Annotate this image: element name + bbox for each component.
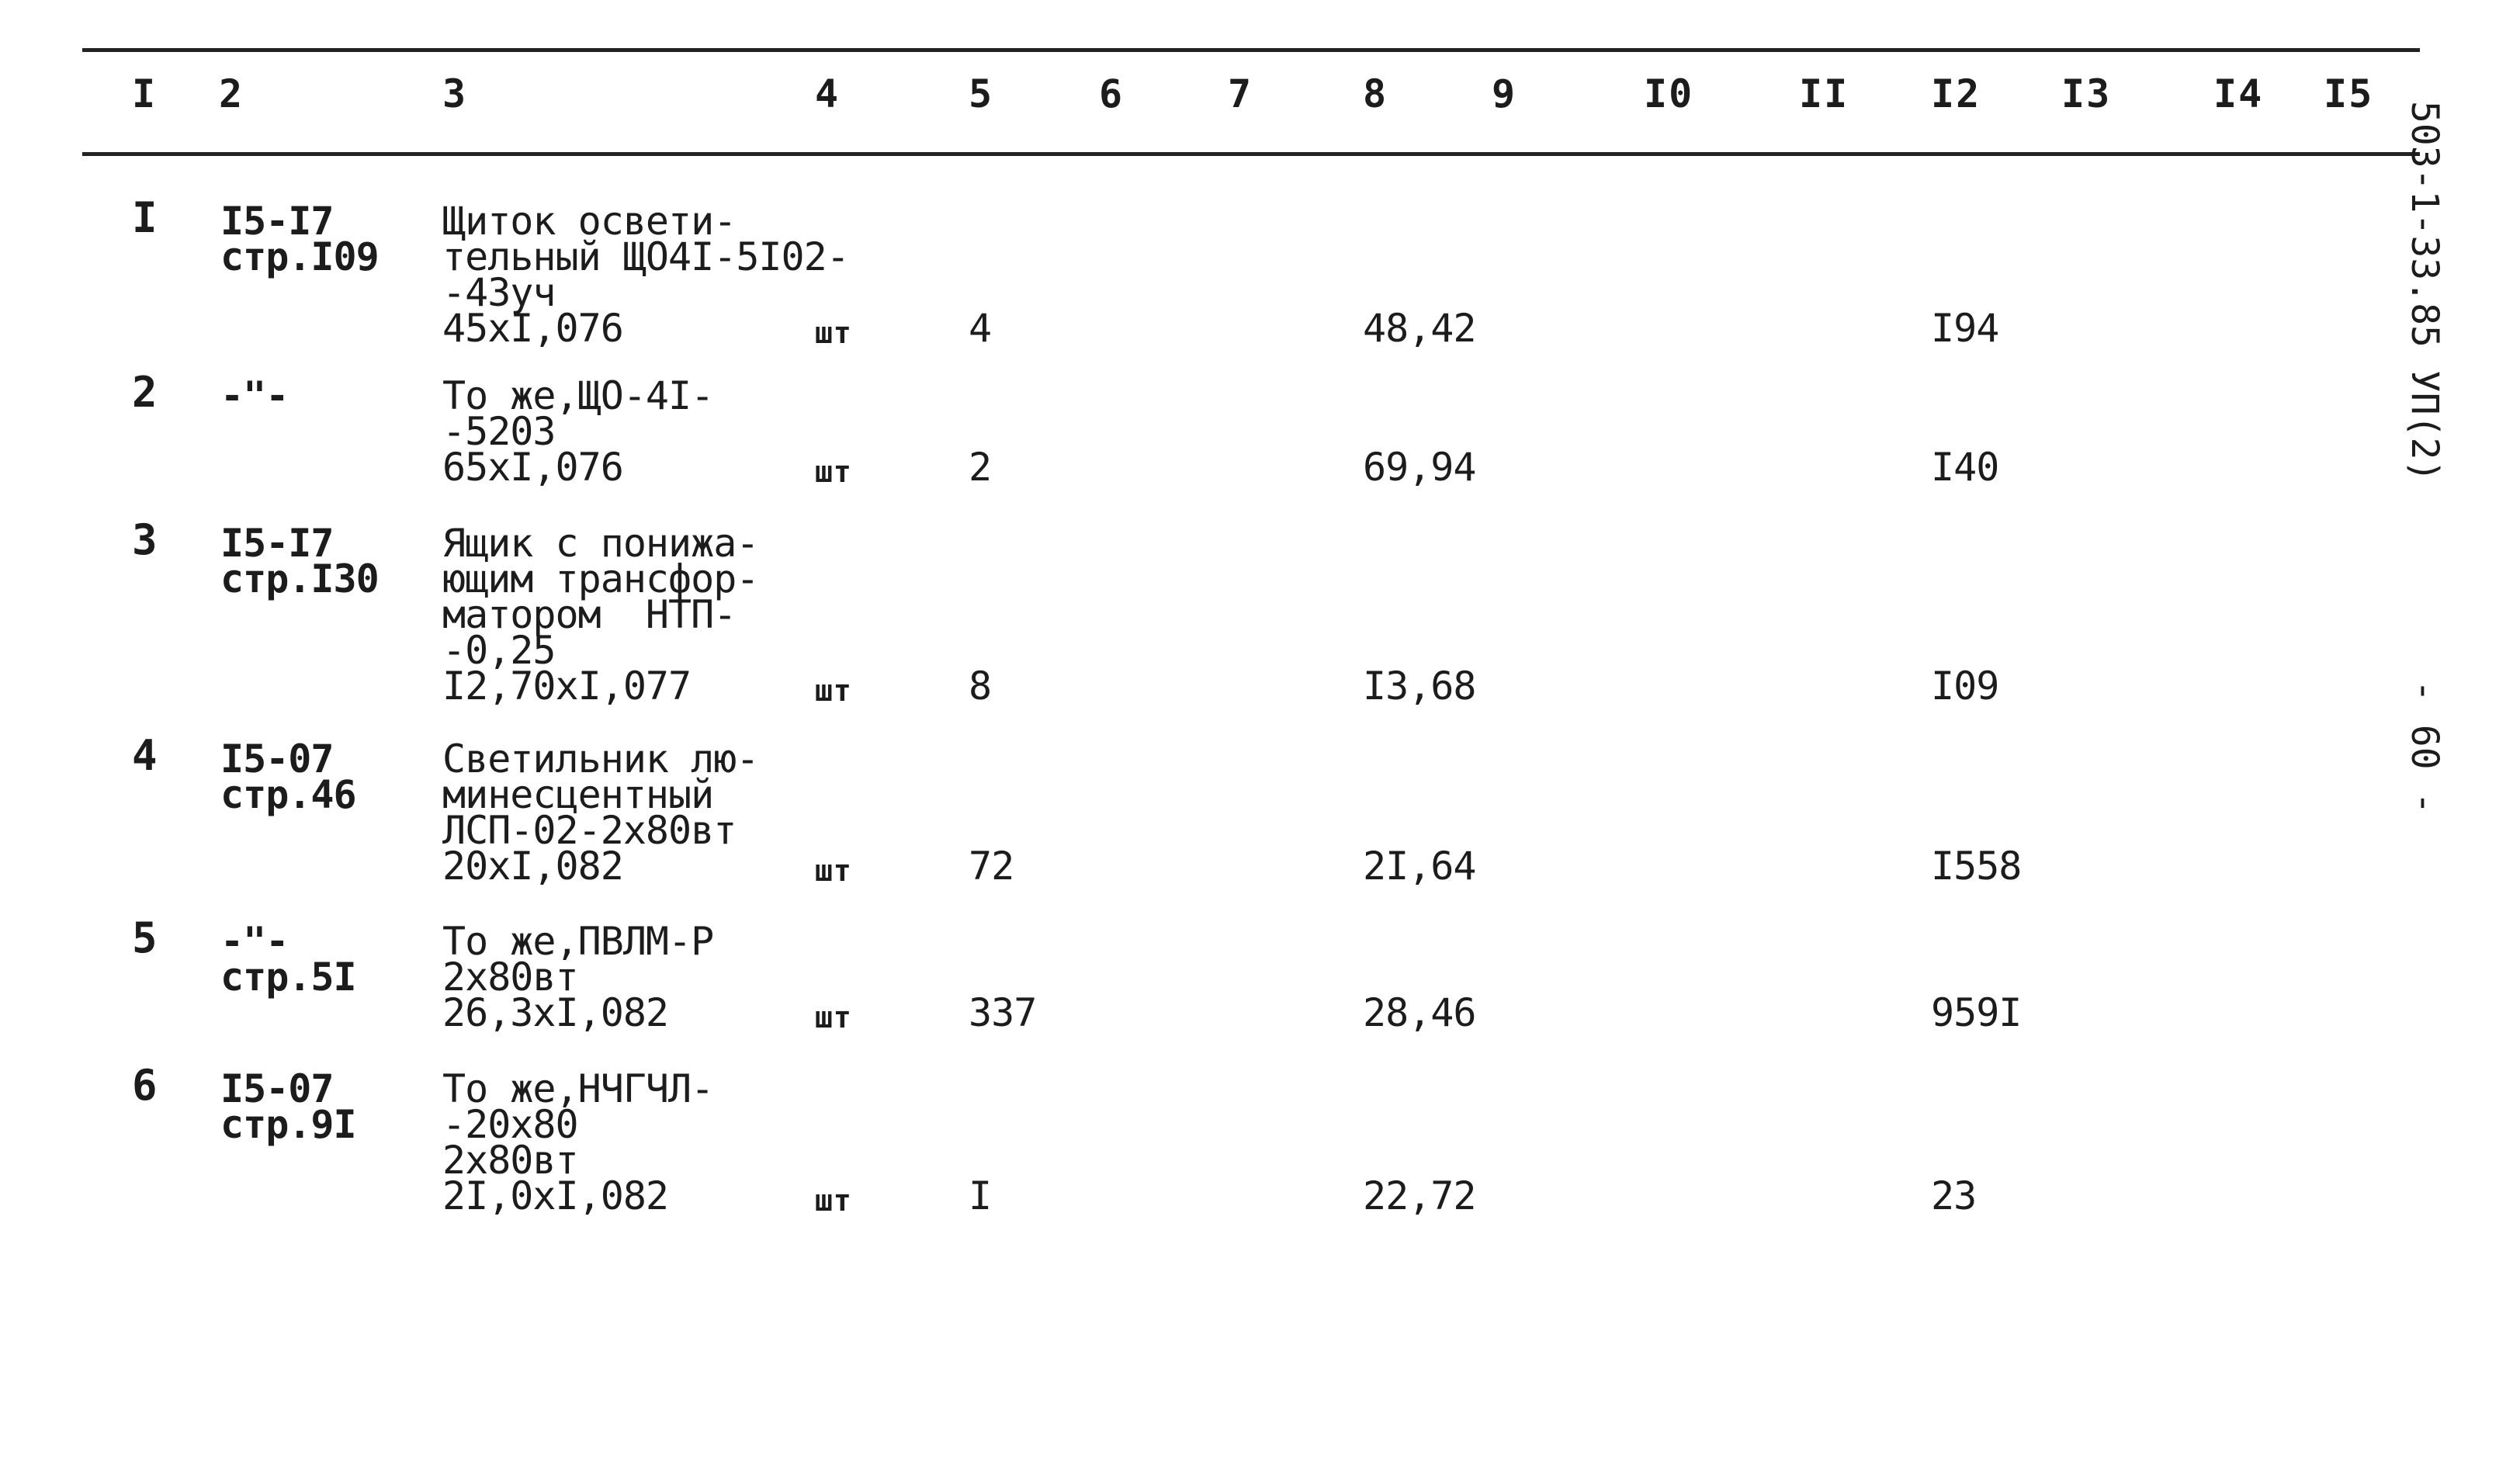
reference-code: стр.I30 [220, 556, 379, 601]
total-cost-cell: I558 [1931, 844, 2022, 889]
total-cost-cell: I94 [1931, 306, 1999, 351]
col-header-8: 8 [1363, 71, 1388, 116]
item-description: 45хI,076 [442, 306, 623, 351]
item-description: 20хI,082 [442, 844, 623, 889]
quantity-cell: 337 [969, 990, 1037, 1035]
item-description: -5203 [442, 409, 556, 454]
reference-code: I5-I7 [220, 199, 334, 244]
col-header-10: I0 [1644, 71, 1694, 116]
item-description: матором НТП- [442, 592, 737, 637]
reference-code: стр.46 [220, 772, 356, 817]
quantity-cell: I [969, 1173, 992, 1218]
col-header-13: I3 [2061, 71, 2112, 116]
reference-code: I5-07 [220, 736, 334, 782]
unit-price-cell: 22,72 [1363, 1173, 1476, 1218]
reference-code: стр.I09 [220, 234, 379, 279]
item-description: То же,ЩО-4I- [442, 373, 714, 418]
unit-price-cell: 48,42 [1363, 306, 1476, 351]
unit-cell: шт [815, 1184, 852, 1218]
unit-cell: шт [815, 455, 852, 489]
item-description: минесцентный [442, 772, 714, 817]
item-description: То же,НЧГЧЛ- [442, 1066, 714, 1111]
col-header-14: I4 [2213, 71, 2264, 116]
item-description: I2,70хI,077 [442, 664, 692, 709]
col-header-7: 7 [1228, 71, 1253, 116]
col-header-4: 4 [815, 71, 841, 116]
item-description: 26,3хI,082 [442, 990, 669, 1035]
page-number: - 60 - [2403, 680, 2446, 815]
col-header-5: 5 [969, 71, 994, 116]
col-header-3: 3 [442, 71, 468, 116]
row-number: 4 [132, 731, 157, 780]
item-description: То же,ПВЛМ-Р [442, 919, 714, 964]
item-description: ющим трансфор- [442, 556, 759, 601]
item-description: тельный ЩО4I-5I02- [442, 234, 849, 279]
item-description: 2х80вт [442, 1138, 578, 1183]
reference-code: -"- [220, 919, 289, 964]
top-rule [82, 48, 2420, 52]
item-description: -20х80 [442, 1102, 578, 1147]
col-header-9: 9 [1492, 71, 1517, 116]
col-header-1: I [132, 71, 158, 116]
total-cost-cell: I09 [1931, 664, 1999, 709]
unit-cell: шт [815, 316, 852, 350]
document-code: 503-1-33.85 УП(2) [2403, 101, 2446, 483]
item-description: Щиток освети- [442, 199, 737, 244]
unit-cell: шт [815, 854, 852, 888]
quantity-cell: 72 [969, 844, 1014, 889]
item-description: 65хI,076 [442, 445, 623, 490]
row-number: 2 [132, 368, 157, 417]
row-number: I [132, 193, 157, 242]
unit-price-cell: 2I,64 [1363, 844, 1476, 889]
col-header-15: I5 [2324, 71, 2374, 116]
unit-cell: шт [815, 1000, 852, 1035]
quantity-cell: 8 [969, 664, 992, 709]
item-description: Светильник лю- [442, 736, 759, 782]
unit-price-cell: 69,94 [1363, 445, 1476, 490]
item-description: 2I,0хI,082 [442, 1173, 669, 1218]
unit-cell: шт [815, 674, 852, 708]
total-cost-cell: 959I [1931, 990, 2022, 1035]
quantity-cell: 4 [969, 306, 992, 351]
row-number: 5 [132, 913, 157, 962]
total-cost-cell: 23 [1931, 1173, 1977, 1218]
reference-code: -"- [220, 373, 289, 418]
item-description: 2х80вт [442, 955, 578, 1000]
reference-code: I5-I7 [220, 521, 334, 566]
row-number: 3 [132, 515, 157, 564]
col-header-12: I2 [1931, 71, 1981, 116]
col-header-6: 6 [1099, 71, 1125, 116]
quantity-cell: 2 [969, 445, 992, 490]
item-description: -0,25 [442, 628, 556, 673]
unit-price-cell: I3,68 [1363, 664, 1476, 709]
header-rule [82, 152, 2420, 156]
item-description: -43уч [442, 270, 556, 315]
total-cost-cell: I40 [1931, 445, 1999, 490]
reference-code: стр.5I [220, 955, 356, 1000]
row-number: 6 [132, 1061, 157, 1110]
unit-price-cell: 28,46 [1363, 990, 1476, 1035]
col-header-2: 2 [219, 71, 244, 116]
reference-code: I5-07 [220, 1066, 334, 1111]
item-description: Ящик с понижа- [442, 521, 759, 566]
reference-code: стр.9I [220, 1102, 356, 1147]
item-description: ЛСП-02-2х80вт [442, 808, 737, 853]
col-header-11: II [1799, 71, 1849, 116]
